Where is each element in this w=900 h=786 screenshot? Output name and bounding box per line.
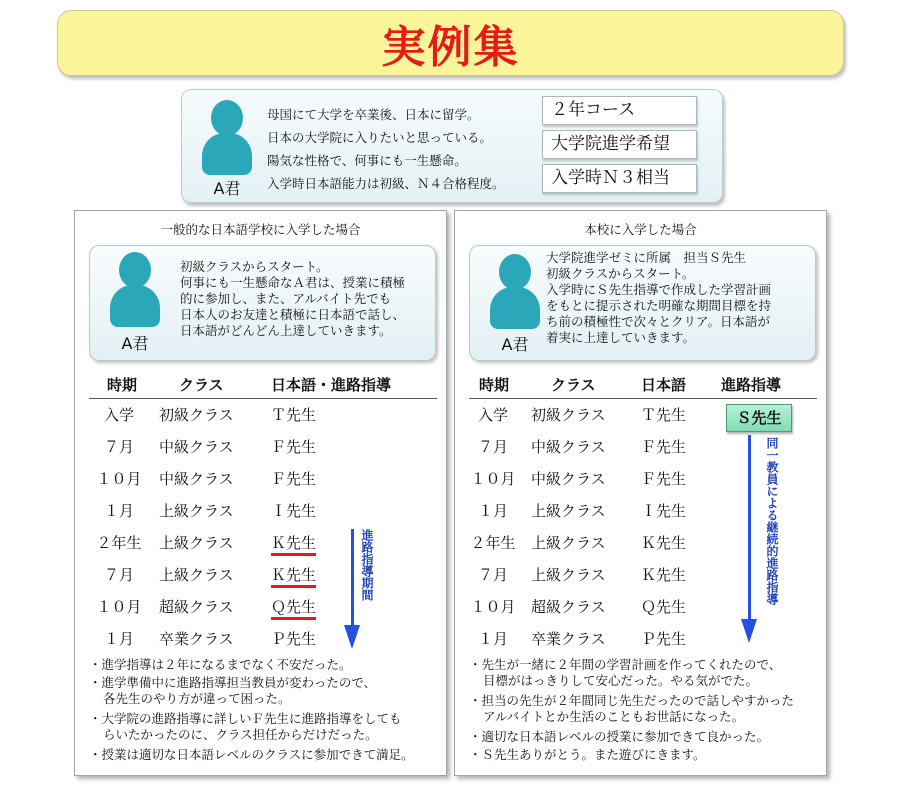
row-period: １０月 xyxy=(470,470,516,488)
row-period: ２年生 xyxy=(96,534,142,552)
row-teacher: Ｑ先生 xyxy=(641,598,687,616)
note-text: ・適切な日本語レベルの授業に参加できて良かった。 xyxy=(469,729,770,744)
row-period: １０月 xyxy=(96,598,142,616)
row-class: 初級クラス xyxy=(159,406,234,424)
row-teacher: Ｐ先生 xyxy=(271,630,317,648)
page-title: 実例集 xyxy=(381,22,520,73)
header-period: 時期 xyxy=(479,376,510,394)
intro-line: 日本語がどんどん上達していきます。 xyxy=(180,323,392,338)
intro-line: ち前の積極性で次々とクリア。日本語が xyxy=(546,314,771,329)
tag-course: ２年コース xyxy=(542,96,697,125)
row-period: １月 xyxy=(103,502,134,520)
header-divider xyxy=(89,398,437,399)
row-period: ７月 xyxy=(477,438,508,456)
row-teacher: Ｆ先生 xyxy=(641,438,687,456)
header-teacher: 日本語・進路指導 xyxy=(271,376,392,394)
row-teacher: Ｆ先生 xyxy=(271,470,317,488)
note-text: ・先生が一緒に２年間の学習計画を作ってくれたので、 xyxy=(469,657,782,672)
profile-tags xyxy=(542,96,697,198)
header-divider xyxy=(469,398,817,399)
row-period: １月 xyxy=(477,502,508,520)
note-item xyxy=(469,657,781,689)
header-class: クラス xyxy=(551,376,596,394)
intro-card xyxy=(469,245,816,361)
person-icon xyxy=(110,252,160,326)
row-teacher: Ｆ先生 xyxy=(271,438,317,456)
intro-line: 日本人のお友達と積極に日本語で話し、 xyxy=(180,307,406,322)
row-period: ７月 xyxy=(477,566,508,584)
s-teacher-badge: Ｓ先生 xyxy=(726,404,792,432)
intro-line: 的に参加し、また、アルバイト先でも xyxy=(180,291,392,306)
note-item xyxy=(469,747,706,763)
intro-text xyxy=(546,250,771,346)
row-period: ７月 xyxy=(103,438,134,456)
row-teacher: Ｐ先生 xyxy=(641,630,687,648)
row-class: 中級クラス xyxy=(159,470,234,488)
profile-line: 入学時日本語能力は初級、Ｎ４合格程度。 xyxy=(267,176,505,191)
avatar-label: A君 xyxy=(501,335,529,354)
row-period: １０月 xyxy=(470,598,516,616)
row-teacher: Ｉ先生 xyxy=(641,502,687,520)
row-period: 入学 xyxy=(477,406,508,424)
note-item xyxy=(89,711,402,743)
intro-line: をもとに提示された明確な期間目標を持 xyxy=(546,298,772,313)
arrow-down-icon xyxy=(344,625,360,649)
avatar-label: A君 xyxy=(121,334,149,353)
intro-line: 初級クラスからスタート。 xyxy=(180,259,329,274)
note-subtext: アルバイトとか生活のこともお世話になった。 xyxy=(483,709,745,724)
arrow-label: 同一教員による継続的進路指導 xyxy=(765,437,779,605)
row-class: 上級クラス xyxy=(531,534,606,552)
row-period: 入学 xyxy=(103,406,134,424)
tag-level: 入学時Ｎ３相当 xyxy=(542,164,697,193)
panel-our-school xyxy=(454,210,827,776)
row-teacher: Ｔ先生 xyxy=(271,406,317,424)
profile-line: 母国にて大学を卒業後、日本に留学。 xyxy=(267,107,480,122)
panel-general-school xyxy=(74,210,447,776)
note-item xyxy=(469,729,769,745)
row-class: 中級クラス xyxy=(159,438,234,456)
row-class: 卒業クラス xyxy=(159,630,234,648)
row-teacher: Ｋ先生 xyxy=(271,564,316,588)
row-class: 超級クラス xyxy=(159,598,234,616)
intro-line: 初級クラスからスタート。 xyxy=(546,266,695,281)
header-period: 時期 xyxy=(107,376,138,394)
note-subtext: らいたかったのに、クラス担任からだけだった。 xyxy=(103,727,378,742)
row-teacher: Ｑ先生 xyxy=(271,596,316,620)
row-teacher: Ｆ先生 xyxy=(641,470,687,488)
note-text: ・授業は適切な日本語レベルのクラスに参加できて満足。 xyxy=(89,747,414,762)
panel-heading: 一般的な日本語学校に入学した場合 xyxy=(160,222,361,237)
row-class: 上級クラス xyxy=(159,502,234,520)
row-teacher: Ｔ先生 xyxy=(641,406,687,424)
row-class: 中級クラス xyxy=(531,470,606,488)
intro-line: 何事にも一生懸命なＡ君は、授業に積極 xyxy=(180,275,406,290)
arrow-label: 進路指導期間 xyxy=(360,529,374,601)
arrow-shaft xyxy=(351,529,354,627)
row-class: 卒業クラス xyxy=(531,630,606,648)
row-class: 中級クラス xyxy=(531,438,606,456)
arrow-shaft xyxy=(748,435,751,621)
row-class: 超級クラス xyxy=(531,598,606,616)
row-class: 上級クラス xyxy=(159,534,234,552)
note-text: ・進学準備中に進路指導担当教員が変わったので、 xyxy=(89,675,377,690)
row-teacher: Ｋ先生 xyxy=(271,532,316,556)
arrow-down-icon xyxy=(741,619,757,643)
intro-line: 入学時にＳ先生指導で作成した学習計画 xyxy=(546,282,772,297)
note-text: ・Ｓ先生ありがとう。また遊びにきます。 xyxy=(469,747,706,762)
profile-description xyxy=(267,103,505,195)
person-icon xyxy=(490,254,540,328)
row-teacher: Ｋ先生 xyxy=(641,534,687,552)
note-subtext: 目標がはっきりして安心だった。やる気がでた。 xyxy=(483,673,759,688)
title-banner xyxy=(57,10,844,76)
row-period: １月 xyxy=(477,630,508,648)
note-item xyxy=(89,675,376,707)
tag-goal: 大学院進学希望 xyxy=(542,130,697,159)
profile-line: 陽気な性格で、何事にも一生懸命。 xyxy=(267,153,467,168)
header-guidance: 進路指導 xyxy=(721,376,782,394)
row-period: ７月 xyxy=(103,566,134,584)
row-teacher: Ｋ先生 xyxy=(641,566,687,584)
row-period: ２年生 xyxy=(470,534,516,552)
row-period: １月 xyxy=(103,630,134,648)
row-class: 上級クラス xyxy=(159,566,234,584)
note-item xyxy=(469,693,794,725)
note-item xyxy=(89,747,414,763)
intro-card xyxy=(89,245,436,361)
panel-heading: 本校に入学した場合 xyxy=(584,222,697,237)
row-class: 上級クラス xyxy=(531,566,606,584)
note-text: ・進学指導は２年になるまでなく不安だった。 xyxy=(89,657,352,672)
intro-line: 着実に上達していきます。 xyxy=(546,330,696,345)
note-subtext: 各先生のやり方が違って困った。 xyxy=(103,691,291,706)
header-class: クラス xyxy=(179,376,224,394)
note-item xyxy=(89,657,352,673)
row-class: 上級クラス xyxy=(531,502,606,520)
intro-text xyxy=(180,259,405,339)
profile-line: 日本の大学院に入りたいと思っている。 xyxy=(267,130,493,145)
avatar-label: A君 xyxy=(213,179,241,198)
profile-card xyxy=(181,89,723,203)
note-text: ・担当の先生が２年間同じ先生だったので話しやすかった xyxy=(469,693,795,708)
person-icon xyxy=(202,100,252,174)
note-text: ・大学院の進路指導に詳しいＦ先生に進路指導をしても xyxy=(89,711,402,726)
row-period: １０月 xyxy=(96,470,142,488)
header-japanese: 日本語 xyxy=(641,376,687,394)
row-class: 初級クラス xyxy=(531,406,606,424)
intro-line: 大学院進学ゼミに所属 担当Ｓ先生 xyxy=(546,250,747,265)
row-teacher: Ｉ先生 xyxy=(271,502,317,520)
